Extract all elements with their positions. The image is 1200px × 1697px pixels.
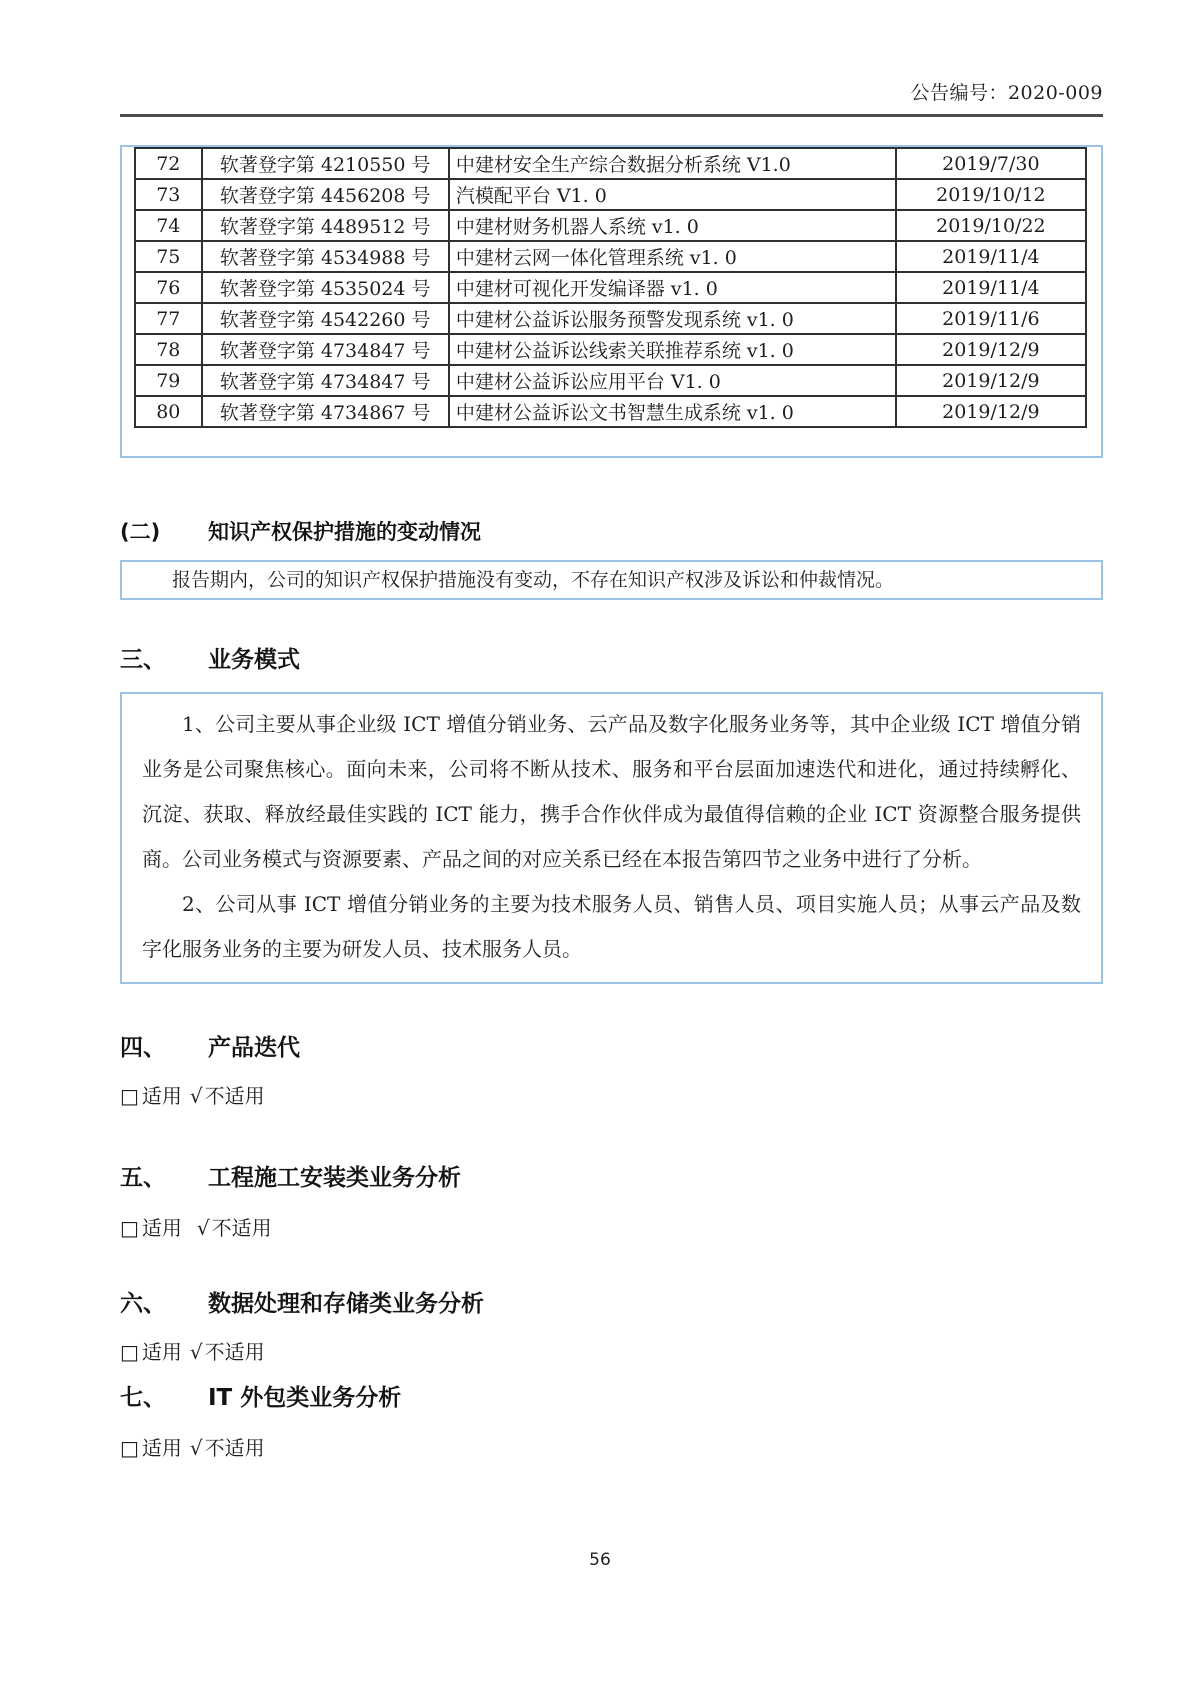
- applicable-label: 适用: [141, 1436, 182, 1460]
- checkbox-unchecked-icon: □: [120, 1084, 139, 1108]
- applicability-line: [120, 1214, 1103, 1242]
- ip-protection-note: 报告期内，公司的知识产权保护措施没有变动，不存在知识产权涉及诉讼和仲裁情况。: [120, 560, 1103, 600]
- checkbox-unchecked-icon: □: [120, 1436, 139, 1460]
- applicable-label: 适用: [141, 1216, 182, 1240]
- applicability-line: [120, 1082, 1103, 1110]
- applicability-line: [120, 1338, 1103, 1366]
- check-mark-icon: √: [189, 1340, 203, 1364]
- cell-reg-no: 软著登字第 4489512 号: [202, 210, 449, 241]
- cell-date: 2019/10/22: [896, 210, 1086, 241]
- check-mark-icon: √: [196, 1216, 210, 1240]
- cell-name: 中建材可视化开发编译器 v1. 0: [449, 272, 896, 303]
- heading-number: (二): [120, 520, 161, 544]
- section-5-heading: [120, 1162, 1103, 1194]
- cell-no: 75: [135, 241, 202, 272]
- table-row: [135, 148, 1086, 179]
- heading-title: IT 外包类业务分析: [208, 1385, 402, 1411]
- table-row: [135, 396, 1086, 427]
- cell-reg-no: 软著登字第 4734867 号: [202, 396, 449, 427]
- software-copyright-table-frame: [120, 145, 1103, 458]
- table-row: [135, 303, 1086, 334]
- heading-number: 四、: [120, 1035, 166, 1061]
- cell-name: 中建材安全生产综合数据分析系统 V1.0: [449, 148, 896, 179]
- cell-date: 2019/7/30: [896, 148, 1086, 179]
- section-7-heading: [120, 1382, 1103, 1414]
- heading-number: 三、: [120, 647, 166, 673]
- business-model-box: [120, 692, 1103, 984]
- cell-no: 77: [135, 303, 202, 334]
- heading-title: 工程施工安装类业务分析: [208, 1165, 461, 1191]
- cell-date: 2019/11/4: [896, 272, 1086, 303]
- not-applicable-label: 不适用: [204, 1340, 265, 1364]
- heading-number: 五、: [120, 1165, 166, 1191]
- cell-date: 2019/12/9: [896, 365, 1086, 396]
- section-2-heading: [120, 518, 1103, 546]
- cell-name: 汽模配平台 V1. 0: [449, 179, 896, 210]
- heading-title: 知识产权保护措施的变动情况: [208, 520, 481, 544]
- cell-reg-no: 软著登字第 4734847 号: [202, 334, 449, 365]
- cell-reg-no: 软著登字第 4456208 号: [202, 179, 449, 210]
- header-doc-number: 公告编号：2020-009: [910, 82, 1103, 104]
- check-mark-icon: √: [189, 1436, 203, 1460]
- heading-number: 六、: [120, 1291, 166, 1317]
- cell-name: 中建材公益诉讼线索关联推荐系统 v1. 0: [449, 334, 896, 365]
- applicable-label: 适用: [141, 1084, 182, 1108]
- table-row: [135, 241, 1086, 272]
- not-applicable-label: 不适用: [211, 1216, 272, 1240]
- checkbox-unchecked-icon: □: [120, 1340, 139, 1364]
- cell-no: 76: [135, 272, 202, 303]
- heading-title: 数据处理和存储类业务分析: [208, 1291, 484, 1317]
- cell-no: 78: [135, 334, 202, 365]
- table-row: [135, 365, 1086, 396]
- cell-date: 2019/10/12: [896, 179, 1086, 210]
- not-applicable-label: 不适用: [204, 1084, 265, 1108]
- cell-name: 中建材公益诉讼服务预警发现系统 v1. 0: [449, 303, 896, 334]
- cell-reg-no: 软著登字第 4534988 号: [202, 241, 449, 272]
- cell-name: 中建材公益诉讼文书智慧生成系统 v1. 0: [449, 396, 896, 427]
- section-6-heading: [120, 1288, 1103, 1320]
- cell-no: 72: [135, 148, 202, 179]
- cell-reg-no: 软著登字第 4535024 号: [202, 272, 449, 303]
- cell-no: 73: [135, 179, 202, 210]
- cell-reg-no: 软著登字第 4542260 号: [202, 303, 449, 334]
- heading-number: 七、: [120, 1385, 166, 1411]
- table-row: [135, 210, 1086, 241]
- cell-reg-no: 软著登字第 4734847 号: [202, 365, 449, 396]
- cell-no: 79: [135, 365, 202, 396]
- heading-title: 业务模式: [208, 647, 300, 673]
- cell-no: 74: [135, 210, 202, 241]
- table-row: [135, 179, 1086, 210]
- applicable-label: 适用: [141, 1340, 182, 1364]
- check-mark-icon: √: [189, 1084, 203, 1108]
- business-model-para-1: 1、公司主要从事企业级 ICT 增值分销业务、云产品及数字化服务业务等，其中企业级 ICT 增值分销业务是公司聚焦核心。面向未来，公司将不断从技术、服务和平台层面加速迭代和进化，通过持续孵化、沉淀、获取、释放经最佳实践的 ICT 能力，携手合作伙伴成为最值得信赖的企业 ICT 资源整合服务提供商。公司业务模式与资源要素、产品之间的对应关系已经在本报告第四节之业务中进行了分析。: [142, 712, 1081, 871]
- cell-name: 中建材云网一体化管理系统 v1. 0: [449, 241, 896, 272]
- cell-name: 中建材财务机器人系统 v1. 0: [449, 210, 896, 241]
- table-row: [135, 334, 1086, 365]
- cell-date: 2019/11/6: [896, 303, 1086, 334]
- cell-reg-no: 软著登字第 4210550 号: [202, 148, 449, 179]
- checkbox-unchecked-icon: □: [120, 1216, 139, 1240]
- section-3-heading: [120, 644, 1103, 676]
- cell-date: 2019/11/4: [896, 241, 1086, 272]
- page-number: 56: [589, 1550, 611, 1570]
- business-model-para-2: 2、公司从事 ICT 增值分销业务的主要为技术服务人员、销售人员、项目实施人员；从事云产品及数字化服务业务的主要为研发人员、技术服务人员。: [142, 892, 1081, 961]
- heading-title: 产品迭代: [208, 1035, 300, 1061]
- copyright-table-body: [135, 148, 1086, 427]
- cell-name: 中建材公益诉讼应用平台 V1. 0: [449, 365, 896, 396]
- header-rule: [120, 114, 1103, 117]
- not-applicable-label: 不适用: [204, 1436, 265, 1460]
- applicability-line: [120, 1434, 1103, 1462]
- cell-no: 80: [135, 396, 202, 427]
- software-copyright-table: [134, 147, 1087, 428]
- table-row: [135, 272, 1086, 303]
- section-4-heading: [120, 1032, 1103, 1064]
- cell-date: 2019/12/9: [896, 334, 1086, 365]
- cell-date: 2019/12/9: [896, 396, 1086, 427]
